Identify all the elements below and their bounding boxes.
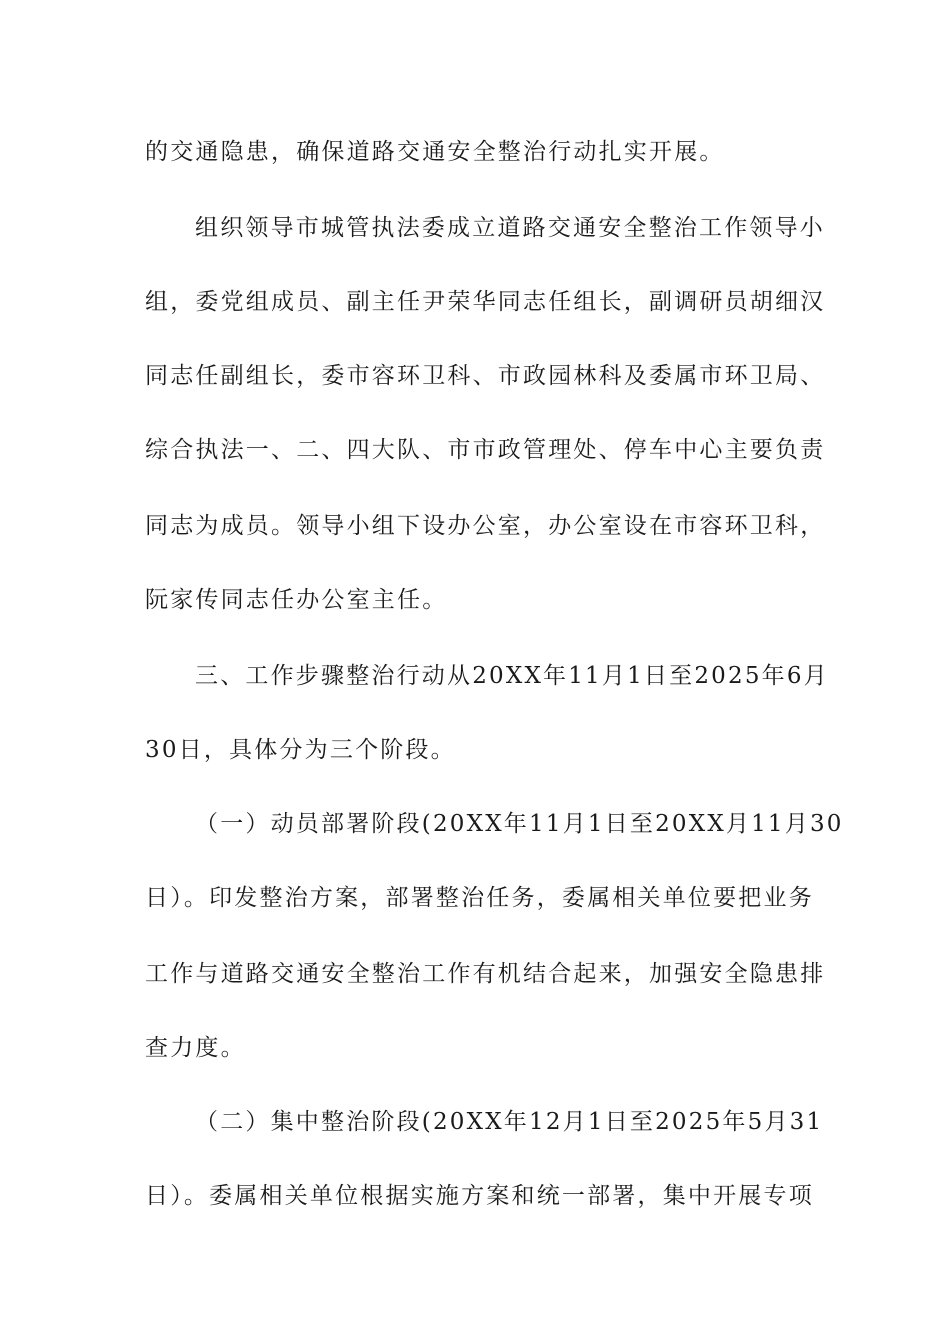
text-line-11: 日）。印发整治方案，部署整治任务，委属相关单位要把业务 bbox=[145, 885, 814, 911]
text-line-4: 同志任副组长，委市容环卫科、市政园林科及委属市环卫局、 bbox=[145, 363, 826, 389]
text-line-7: 阮家传同志任办公室主任。 bbox=[145, 587, 448, 613]
text-line-14: （二）集中整治阶段(20XX年12月1日至2025年5月31 bbox=[195, 1109, 824, 1135]
text-line-13: 查力度。 bbox=[145, 1035, 246, 1061]
text-line-5: 综合执法一、二、四大队、市市政管理处、停车中心主要负责 bbox=[145, 437, 826, 463]
text-line-12: 工作与道路交通安全整治工作有机结合起来，加强安全隐患排 bbox=[145, 961, 826, 987]
text-line-9: 30日，具体分为三个阶段。 bbox=[145, 737, 456, 763]
text-line-8: 三、工作步骤整治行动从20XX年11月1日至2025年6月 bbox=[195, 663, 829, 689]
text-line-15: 日）。委属相关单位根据实施方案和统一部署，集中开展专项 bbox=[145, 1183, 814, 1209]
text-line-1: 的交通隐患，确保道路交通安全整治行动扎实开展。 bbox=[145, 139, 725, 165]
text-line-2: 组织领导市城管执法委成立道路交通安全整治工作领导小 bbox=[195, 215, 825, 241]
text-line-10: （一）动员部署阶段(20XX年11月1日至20XX月11月30 bbox=[195, 811, 844, 837]
text-line-3: 组，委党组成员、副主任尹荣华同志任组长，副调研员胡细汉 bbox=[145, 289, 826, 315]
text-line-6: 同志为成员。领导小组下设办公室，办公室设在市容环卫科， bbox=[145, 513, 826, 539]
